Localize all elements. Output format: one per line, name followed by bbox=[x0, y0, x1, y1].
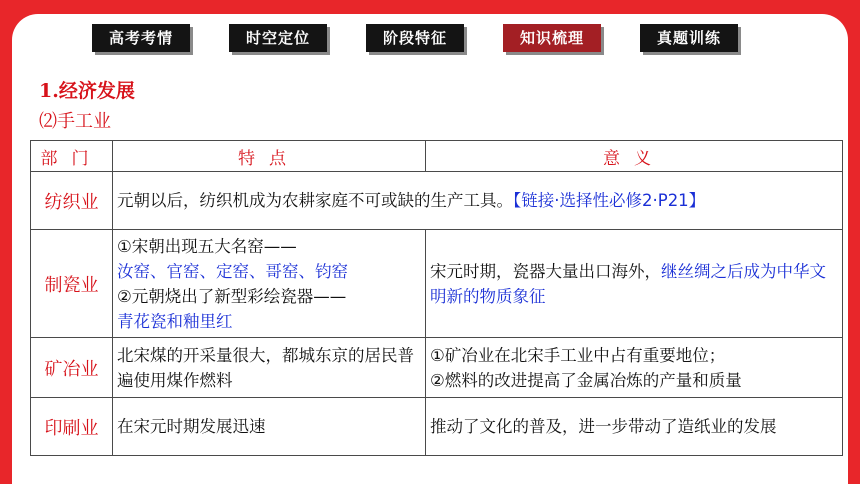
section-heading: 1.经济发展 bbox=[39, 80, 135, 102]
features-line: 青花瓷和釉里红 bbox=[117, 311, 233, 331]
features-line: ②元朝烧出了新型彩绘瓷器—— bbox=[117, 286, 347, 306]
significance-text: 宋元时期，瓷器大量出口海外， bbox=[430, 261, 661, 281]
header-significance: 意义 bbox=[426, 141, 843, 172]
handicraft-table bbox=[30, 140, 843, 456]
dept-cell: 印刷业 bbox=[31, 398, 113, 456]
features-cell: 北宋煤的开采量很大，都城东京的居民普遍使用煤作燃料 bbox=[113, 338, 426, 398]
significance-cell bbox=[426, 230, 843, 338]
table-row bbox=[31, 398, 843, 456]
dept-cell: 纺织业 bbox=[31, 172, 113, 230]
textbook-link[interactable]: 【链接·选择性必修2·P21】 bbox=[513, 191, 706, 210]
dept-cell: 矿冶业 bbox=[31, 338, 113, 398]
table-row bbox=[31, 338, 843, 398]
tab-knowledge-review[interactable]: 知识梳理 bbox=[503, 24, 601, 52]
features-line: 汝窑、官窑、定窑、哥窑、钧窑 bbox=[117, 261, 348, 281]
table-row bbox=[31, 230, 843, 338]
significance-cell: 推动了文化的普及，进一步带动了造纸业的发展 bbox=[426, 398, 843, 456]
header-dept: 部门 bbox=[31, 141, 113, 172]
features-cell: 在宋元时期发展迅速 bbox=[113, 398, 426, 456]
features-cell bbox=[113, 230, 426, 338]
significance-line: ①矿冶业在北宋手工业中占有重要地位； bbox=[430, 345, 726, 365]
dept-cell: 制瓷业 bbox=[31, 230, 113, 338]
tab-exam-practice[interactable]: 真题训练 bbox=[640, 24, 738, 52]
section-subheading: ⑵手工业 bbox=[39, 111, 111, 132]
features-cell bbox=[113, 172, 843, 230]
features-text: 元朝以后，纺织机成为农耕家庭不可或缺的生产工具。 bbox=[117, 191, 513, 210]
tab-stage-features[interactable]: 阶段特征 bbox=[366, 24, 464, 52]
table-row bbox=[31, 172, 843, 230]
nav-tabs bbox=[0, 24, 860, 54]
significance-line: ②燃料的改进提高了金属冶炼的产量和质量 bbox=[430, 370, 742, 390]
tab-time-space[interactable]: 时空定位 bbox=[229, 24, 327, 52]
features-line: ①宋朝出现五大名窑—— bbox=[117, 236, 297, 256]
significance-highlight: 继丝绸之后成为中华文明新的物质象征 bbox=[430, 261, 826, 306]
significance-cell bbox=[426, 338, 843, 398]
tab-exam-analysis[interactable]: 高考考情 bbox=[92, 24, 190, 52]
table-header-row bbox=[31, 141, 843, 172]
header-features: 特点 bbox=[113, 141, 426, 172]
